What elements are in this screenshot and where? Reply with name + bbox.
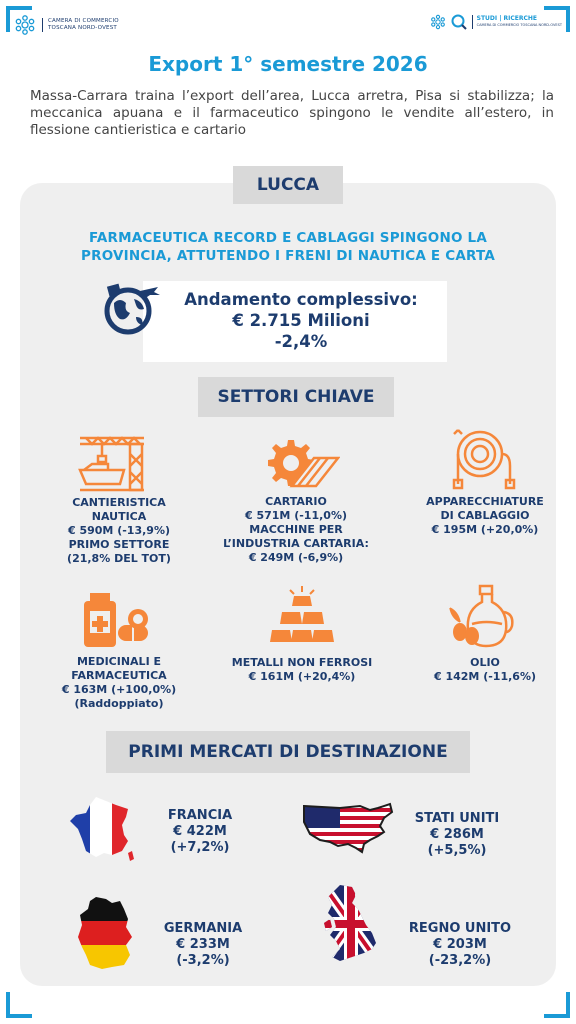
- market-francia-change: (+7,2%): [170, 840, 230, 855]
- province-label: LUCCA: [233, 166, 343, 204]
- frame-corner-bottom-right: [544, 992, 570, 1018]
- headline: [40, 229, 536, 265]
- sector-medicinali-name2: FARMACEUTICA: [71, 669, 167, 682]
- market-germania: [148, 921, 258, 969]
- market-regno-unito-change: (-23,2%): [428, 953, 492, 968]
- chamber-name-line1: CAMERA DI COMMERCIO: [48, 18, 119, 24]
- chamber-logo: [14, 14, 119, 36]
- sector-medicinali-name1: MEDICINALI E: [76, 655, 161, 668]
- sector-medicinali-value: € 163M (+100,0%): [61, 683, 177, 696]
- andamento-label: Andamento complessivo:: [184, 290, 418, 309]
- studi-ricerche-logo: [430, 14, 562, 30]
- market-germania-value: € 233M: [176, 937, 230, 952]
- market-germania-change: (-3,2%): [176, 953, 230, 968]
- metal-ingots-icon: [266, 584, 338, 652]
- sector-olio: [417, 656, 553, 684]
- market-stati-uniti-change: (+5,5%): [427, 843, 487, 858]
- market-stati-uniti-name: STATI UNITI: [414, 811, 500, 826]
- andamento-change: -2,4%: [274, 332, 328, 351]
- shipyard-crane-icon: [78, 432, 148, 494]
- andamento-text: [143, 289, 459, 352]
- sector-cartario-name: CARTARIO: [265, 495, 327, 508]
- uk-flag-map-icon: [322, 883, 380, 965]
- market-francia-name: FRANCIA: [167, 808, 233, 823]
- market-regno-unito-value: € 203M: [433, 937, 487, 952]
- magnifier-icon: [451, 14, 467, 30]
- usa-flag-map-icon: [300, 800, 396, 856]
- headline-line2: PROVINCIA, ATTUTENDO I FRENI DI NAUTICA E CARTA: [81, 248, 495, 264]
- sectors-title: SETTORI CHIAVE: [198, 377, 394, 417]
- cable-coil-icon: [448, 426, 518, 490]
- sector-cantieristica-note1: PRIMO SETTORE: [68, 538, 170, 551]
- paper-gear-icon: [262, 436, 340, 490]
- sector-medicinali-note: (Raddoppiato): [74, 697, 164, 710]
- headline-line1: FARMACEUTICA RECORD E CABLAGGI SPINGONO LA: [88, 230, 487, 246]
- sector-cantieristica: [54, 496, 184, 566]
- sector-olio-value: € 142M (-11,6%): [433, 670, 536, 683]
- sector-cablaggio-name2: DI CABLAGGIO: [440, 509, 530, 522]
- frame-corner-bottom-left: [6, 992, 32, 1018]
- chamber-emblem-icon: [14, 14, 36, 36]
- studi-ricerche-subtitle: CAMERA DI COMMERCIO TOSCANA NORD-OVEST: [476, 23, 562, 27]
- market-stati-uniti: [402, 811, 512, 859]
- sector-cantieristica-note2: (21,8% DEL TOT): [67, 552, 171, 565]
- sector-cantieristica-name1: CANTIERISTICA: [72, 496, 166, 509]
- medicine-bottle-icon: [82, 589, 152, 649]
- sector-cartario-value: € 571M (-11,0%): [244, 509, 347, 522]
- andamento-value: € 2.715 Milioni: [232, 311, 370, 330]
- sector-cartario: [216, 495, 376, 565]
- sector-metalli-name: METALLI NON FERROSI: [231, 656, 373, 669]
- market-regno-unito: [395, 921, 525, 969]
- sector-medicinali: [44, 655, 194, 711]
- sector-metalli: [212, 656, 392, 684]
- sector-macchine-value: € 249M (-6,9%): [248, 551, 344, 564]
- germany-flag-map-icon: [74, 895, 136, 971]
- france-flag-map-icon: [66, 795, 138, 865]
- market-regno-unito-name: REGNO UNITO: [408, 921, 512, 936]
- sector-metalli-value: € 161M (+20,4%): [248, 670, 356, 683]
- sector-cablaggio-name1: APPARECCHIATURE: [426, 495, 544, 508]
- market-francia-value: € 422M: [173, 824, 227, 839]
- market-germania-name: GERMANIA: [163, 921, 243, 936]
- sector-cantieristica-name2: NAUTICA: [91, 510, 147, 523]
- page-title: Export 1° semestre 2026: [148, 52, 428, 76]
- chamber-logo-text: [42, 18, 119, 32]
- market-francia: [150, 808, 250, 856]
- page-subtitle: Massa-Carrara traina l’export dell’area, Lucca arretra, Pisa si stabilizza; la meccanica apuana e il farmaceutico spingono le vendite all’estero, in flessione cantieristica e cartario: [30, 88, 554, 138]
- sector-cablaggio-value: € 195M (+20,0%): [431, 523, 539, 536]
- market-stati-uniti-value: € 286M: [430, 827, 484, 842]
- sector-olio-name: OLIO: [470, 656, 500, 669]
- sector-cablaggio: [415, 495, 555, 537]
- sector-macchine-name2: L’INDUSTRIA CARTARIA:: [223, 537, 369, 550]
- sector-macchine-name1: MACCHINE PER: [249, 523, 343, 536]
- sector-cantieristica-value: € 590M (-13,9%): [67, 524, 170, 537]
- markets-title: PRIMI MERCATI DI DESTINAZIONE: [106, 731, 470, 773]
- chamber-emblem-small-icon: [430, 14, 446, 30]
- studi-ricerche-title: STUDI | RICERCHE: [476, 15, 538, 22]
- studi-ricerche-text: [472, 15, 562, 29]
- olive-oil-icon: [446, 582, 518, 650]
- chamber-name-line2: TOSCANA NORD-OVEST: [48, 25, 117, 31]
